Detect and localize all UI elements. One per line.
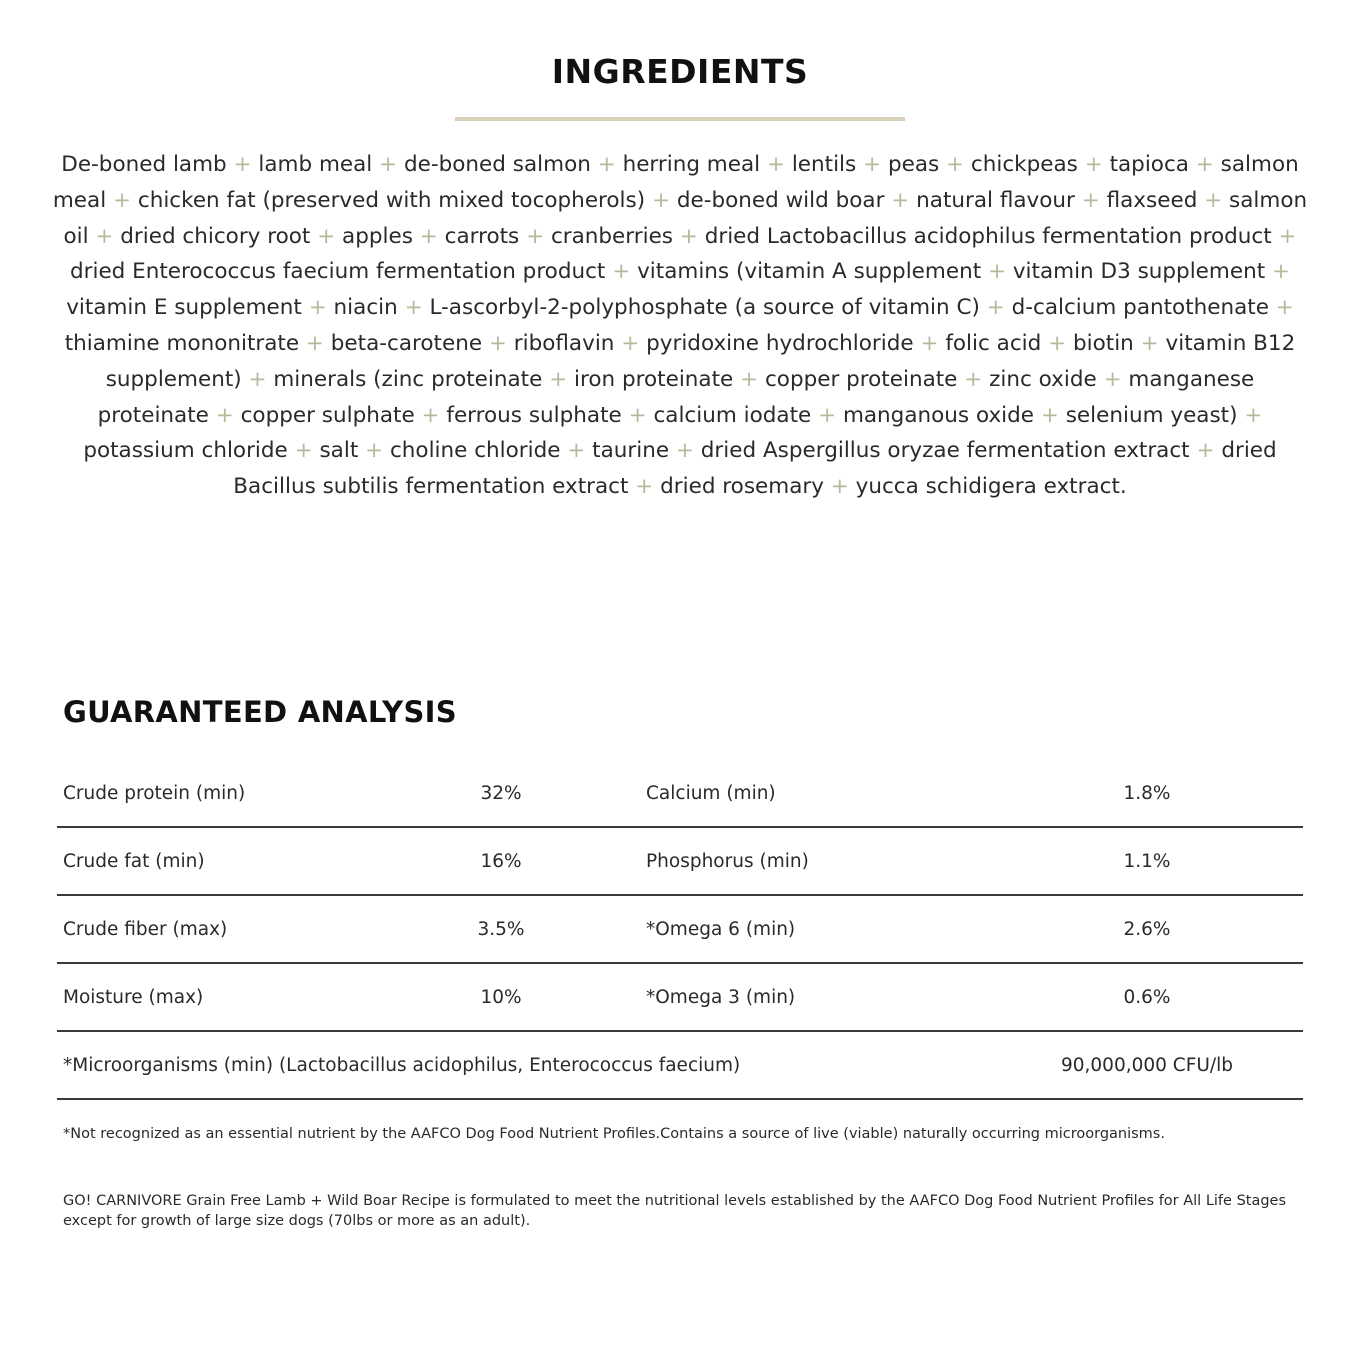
plus-separator: + [986, 295, 1005, 321]
plus-separator: + [113, 187, 132, 213]
ingredient-item: carrots [444, 223, 520, 249]
plus-separator: + [1048, 330, 1067, 356]
ingredient-item: dried Aspergillus oryzae fermentation extract [700, 438, 1190, 464]
plus-separator: + [308, 295, 327, 321]
plus-separator: + [1278, 223, 1297, 249]
ingredient-item: salmon meal [52, 152, 1299, 213]
ingredient-item: vitamins (vitamin A supplement [637, 259, 982, 285]
guaranteed-analysis-title: GUARANTEED ANALYSIS [63, 695, 457, 729]
plus-separator: + [1195, 152, 1214, 177]
plus-separator: + [964, 366, 983, 392]
ingredient-item: apples [342, 223, 413, 249]
plus-separator: + [317, 223, 336, 249]
plus-separator: + [1204, 187, 1223, 213]
ingredient-item: vitamin E supplement [66, 295, 302, 321]
nutrient-value: 0.6% [1123, 987, 1171, 1008]
plus-separator: + [612, 259, 631, 285]
plus-separator: + [766, 152, 785, 177]
ingredient-item: zinc oxide [989, 366, 1097, 392]
nutrient-label: Phosphorus (min) [646, 851, 809, 872]
nutrient-label: Crude fiber (max) [63, 919, 228, 940]
microorganisms-label: *Microorganisms (min) (Lactobacillus acidophilus, Enterococcus faecium) [63, 1055, 741, 1076]
ingredient-item: copper proteinate [764, 366, 958, 392]
plus-separator: + [294, 438, 313, 464]
microorganisms-value: 90,000,000 CFU/lb [1060, 1055, 1234, 1076]
ingredient-item: dried Enterococcus faecium fermentation product [69, 259, 606, 285]
ingredient-item: salmon oil [63, 187, 1308, 249]
plus-separator: + [419, 223, 438, 249]
plus-separator: + [651, 187, 670, 213]
plus-separator: + [1196, 438, 1215, 464]
footnote: *Not recognized as an essential nutrient by the AAFCO Dog Food Nutrient Profiles.Contains a source of live (viable) naturally occurring microorganisms. [63, 1126, 1165, 1142]
plus-separator: + [526, 223, 545, 249]
ingredient-item: copper sulphate [240, 402, 415, 428]
table-row [57, 760, 1303, 828]
plus-separator: + [379, 152, 398, 177]
ingredient-item: minerals (zinc proteinate [273, 366, 543, 392]
plus-separator: + [946, 152, 965, 177]
ingredient-item: chickpeas [970, 152, 1078, 177]
plus-separator: + [1275, 295, 1294, 321]
ingredient-item: flaxseed [1106, 187, 1198, 213]
ingredient-item: thiamine mononitrate [64, 330, 300, 356]
ingredient-item: niacin [333, 295, 398, 321]
ingredient-item: dried rosemary [660, 474, 824, 500]
plus-separator: + [95, 223, 114, 249]
plus-separator: + [404, 295, 423, 321]
table-row [57, 828, 1303, 896]
ingredient-item: d-calcium pantothenate [1011, 295, 1269, 321]
ingredient-item: vitamin D3 supplement [1012, 259, 1266, 285]
plus-separator: + [920, 330, 939, 356]
plus-separator: + [740, 366, 759, 392]
plus-separator: + [818, 402, 837, 428]
ingredient-item: calcium iodate [653, 402, 812, 428]
plus-separator: + [1103, 366, 1122, 392]
nutrient-value-wrap [1123, 783, 1194, 804]
ingredient-item: herring meal [622, 152, 761, 177]
nutrient-label: Crude protein (min) [63, 783, 246, 804]
plus-separator: + [421, 402, 440, 428]
ingredient-item: manganese proteinate [97, 366, 1255, 428]
nutrient-value: 10% [480, 987, 522, 1008]
nutrient-value-wrap [1123, 987, 1194, 1008]
nutrient-value: 2.6% [1123, 919, 1171, 940]
nutrient-value: 1.1% [1123, 851, 1171, 872]
title-divider [455, 117, 905, 121]
plus-separator: + [549, 366, 568, 392]
ingredients-title: INGREDIENTS [551, 52, 809, 91]
ingredient-item: potassium chloride [83, 438, 288, 464]
nutrient-value: 32% [480, 783, 522, 804]
ingredient-item: iron proteinate [574, 366, 734, 392]
plus-separator: + [628, 402, 647, 428]
nutrient-label: Crude fat (min) [63, 851, 205, 872]
plus-separator: + [1140, 330, 1159, 356]
plus-separator: + [679, 223, 698, 249]
nutrient-label: *Omega 6 (min) [646, 919, 796, 940]
plus-separator: + [830, 474, 849, 500]
plus-separator: + [1244, 402, 1263, 428]
ingredient-item: tapioca [1109, 152, 1189, 177]
plus-separator: + [365, 438, 384, 464]
ingredient-item: folic acid [945, 330, 1042, 356]
ingredient-item: de-boned salmon [404, 152, 591, 177]
plus-separator: + [215, 402, 234, 428]
ingredient-item: cranberries [550, 223, 673, 249]
plus-separator: + [305, 330, 324, 356]
plus-separator: + [233, 152, 252, 177]
ingredient-item: chicken fat (preserved with mixed tocopherols) [137, 187, 646, 213]
plus-separator: + [1271, 259, 1290, 285]
plus-separator: + [567, 438, 586, 464]
ingredient-item: choline chloride [389, 438, 561, 464]
plus-separator: + [635, 474, 654, 500]
analysis-table [57, 760, 1303, 1100]
ingredient-item: De-boned lamb [61, 152, 227, 177]
nutrient-value-wrap [1123, 919, 1194, 940]
plus-separator: + [863, 152, 882, 177]
plus-separator: + [987, 259, 1006, 285]
ingredient-item: ferrous sulphate [446, 402, 622, 428]
nutrient-label: Calcium (min) [646, 783, 776, 804]
ingredient-item: yucca schidigera extract. [855, 474, 1127, 500]
ingredient-item: beta-carotene [330, 330, 483, 356]
nutrient-label: *Omega 3 (min) [646, 987, 796, 1008]
plus-separator: + [248, 366, 267, 392]
ingredient-item: manganous oxide [842, 402, 1035, 428]
nutrient-value-wrap [1123, 851, 1194, 872]
plus-separator: + [1081, 187, 1100, 213]
ingredient-item: dried chicory root [120, 223, 311, 249]
ingredient-item: taurine [592, 438, 670, 464]
ingredient-item: pyridoxine hydrochloride [646, 330, 914, 356]
ingredient-item: L-ascorbyl-2-polyphosphate (a source of vitamin C) [429, 295, 980, 321]
table-row [57, 1032, 1303, 1100]
ingredient-item: lamb meal [258, 152, 373, 177]
table-row [57, 964, 1303, 1032]
ingredient-item: de-boned wild boar [676, 187, 885, 213]
plus-separator: + [1084, 152, 1103, 177]
plus-separator: + [621, 330, 640, 356]
plus-separator: + [891, 187, 910, 213]
nutrient-label: Moisture (max) [63, 987, 204, 1008]
ingredient-item: peas [887, 152, 940, 177]
ingredient-item: salt [319, 438, 359, 464]
ingredient-item: biotin [1072, 330, 1134, 356]
ingredients-list [52, 147, 1308, 505]
ingredient-item: dried Lactobacillus acidophilus fermentation product [704, 223, 1272, 249]
plus-separator: + [1040, 402, 1059, 428]
ingredient-item: natural flavour [916, 187, 1075, 213]
nutrient-value: 16% [480, 851, 522, 872]
plus-separator: + [488, 330, 507, 356]
ingredient-item: lentils [791, 152, 857, 177]
microorganisms-value-wrap [1060, 1055, 1319, 1076]
ingredient-item: dried Bacillus subtilis fermentation extract [233, 438, 1277, 500]
plus-separator: + [597, 152, 616, 177]
nutrient-value: 1.8% [1123, 783, 1171, 804]
ingredient-item: selenium yeast) [1065, 402, 1238, 428]
nutrient-value: 3.5% [477, 919, 525, 940]
plus-separator: + [675, 438, 694, 464]
ingredient-item: vitamin B12 supplement) [105, 330, 1296, 392]
ingredient-item: riboflavin [513, 330, 615, 356]
aafco-statement: GO! CARNIVORE Grain Free Lamb + Wild Boar Recipe is formulated to meet the nutritional levels established by the AAFCO Dog Food Nutrient Profiles for All Life Stages except for growth of large size dogs (70lbs or more as an adult). [63, 1193, 1287, 1229]
table-row [57, 896, 1303, 964]
